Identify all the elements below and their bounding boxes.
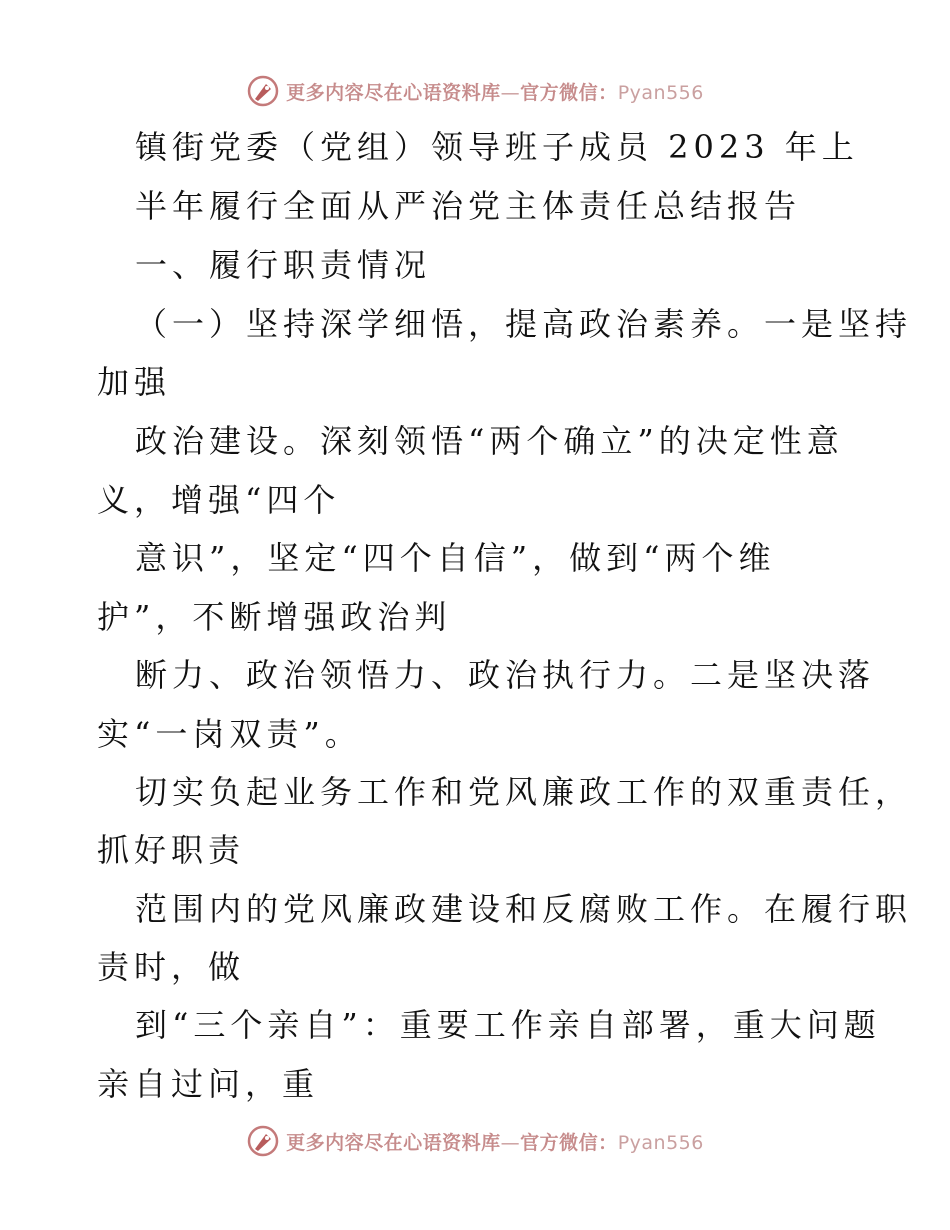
paragraph-line: 义，增强“四个	[97, 481, 341, 519]
section-heading: 一、履行职责情况	[135, 246, 432, 284]
watermark-text	[286, 1128, 704, 1155]
document-title-line-1: 镇街党委（党组）领导班子成员 2023 年上	[135, 128, 859, 166]
paragraph-line: 实“一岗双责”。	[97, 715, 362, 753]
paragraph-line: （一）坚持深学细悟，提高政治素养。一是坚持	[135, 305, 913, 343]
paragraph-line: 意识”，坚定“四个自信”，做到“两个维	[135, 539, 776, 577]
watermark-dash: —	[500, 1131, 521, 1154]
document-title-line-2: 半年履行全面从严治党主体责任总结报告	[135, 187, 802, 225]
watermark-wechat-id: Pyan556	[617, 81, 704, 104]
watermark-wechat-label: 官方微信：	[520, 1131, 618, 1154]
paragraph-line: 切实负起业务工作和党风廉政工作的双重责任，	[135, 773, 913, 811]
pen-nib-logo-icon	[246, 74, 280, 108]
paragraph-line: 责时，做	[97, 948, 246, 986]
paragraph-line: 到“三个亲自”：重要工作亲自部署，重大问题	[135, 1006, 881, 1044]
paragraph-line: 加强	[97, 363, 172, 401]
watermark-main-text: 更多内容尽在心语资料库	[286, 1131, 501, 1154]
paragraph-line: 亲自过问，重	[97, 1065, 320, 1103]
watermark-wechat-label: 官方微信：	[520, 81, 618, 104]
paragraph-line: 范围内的党风廉政建设和反腐败工作。在履行职	[135, 890, 913, 928]
footer-watermark	[0, 1121, 950, 1161]
paragraph-line: 断力、政治领悟力、政治执行力。二是坚决落	[135, 656, 876, 694]
watermark-dash: —	[500, 81, 521, 104]
pen-nib-logo-icon	[246, 1124, 280, 1158]
paragraph-line: 护”，不断增强政治判	[97, 598, 452, 636]
watermark-wechat-id: Pyan556	[617, 1131, 704, 1154]
watermark-text	[286, 78, 704, 105]
watermark-main-text: 更多内容尽在心语资料库	[286, 81, 501, 104]
paragraph-line: 政治建设。深刻领悟“两个确立”的决定性意	[135, 422, 844, 460]
header-watermark	[0, 71, 950, 111]
paragraph-line: 抓好职责	[97, 831, 246, 869]
